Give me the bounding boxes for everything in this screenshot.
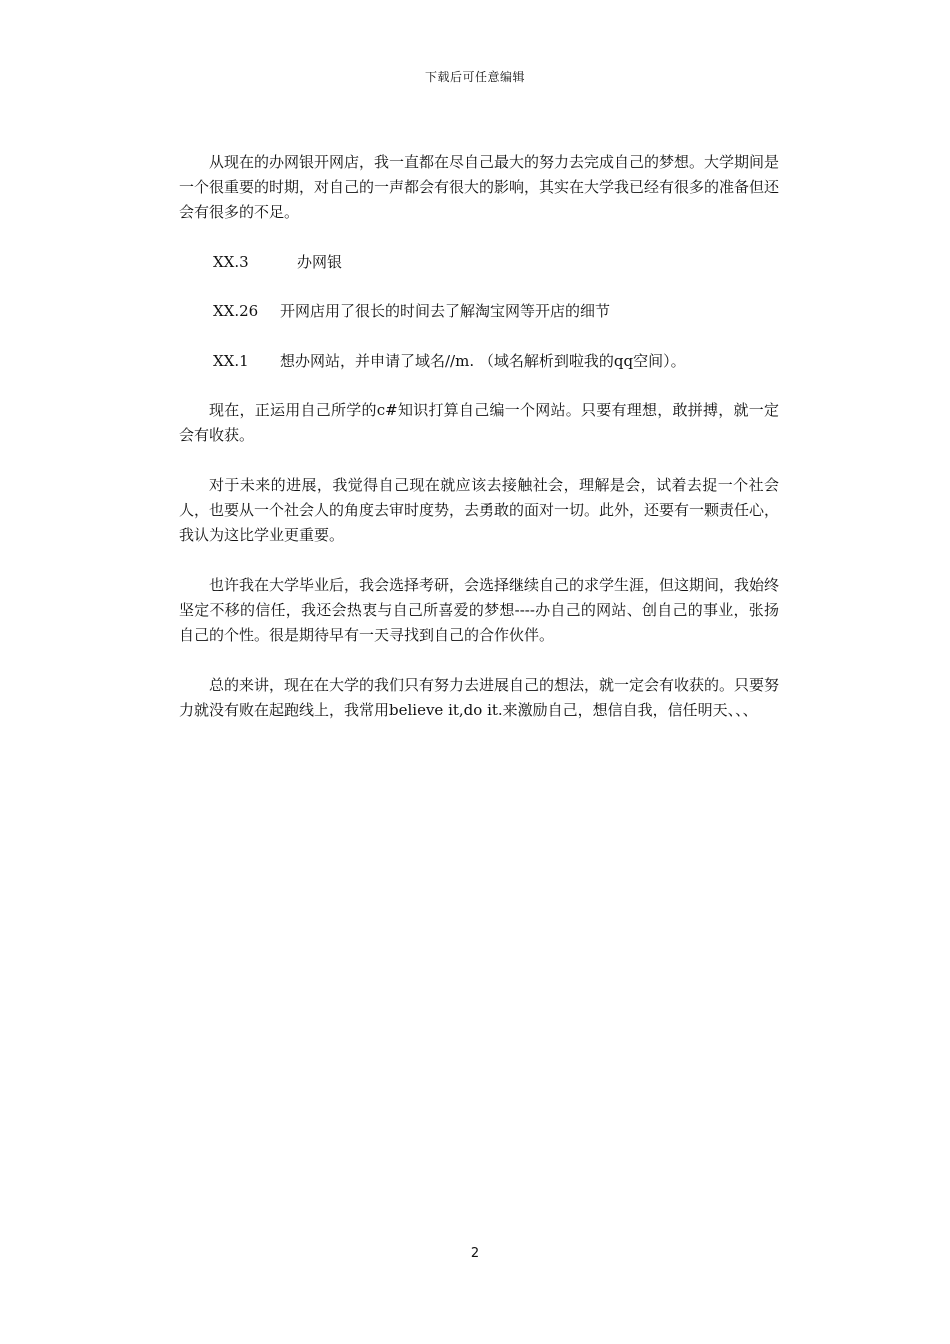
paragraph-conclusion — [179, 673, 779, 723]
paragraph-text: 总的来讲，现在在大学的我们只有努力去进展自己的想法，就一定会有收获的。只要努力就没有败在起跑线上，我常用believe it,do it.来激励自己，想信自我，信任明天、、、 — [179, 676, 780, 719]
paragraph-current — [179, 398, 779, 448]
timeline-text: 开网店用了很长的时间去了解淘宝网等开店的细节 — [280, 302, 611, 320]
timeline-entry — [179, 299, 779, 324]
timeline-date: XX.1 — [213, 352, 249, 370]
paragraph-text: 现在，正运用自己所学的c#知识打算自己编一个网站。只要有理想，敢拼搏，就一定会有收获。 — [179, 401, 779, 444]
timeline-entry — [179, 250, 779, 275]
timeline-text: 想办网站，并申请了域名//m. （域名解析到啦我的qq空间）。 — [280, 352, 686, 370]
paragraph-intro — [179, 150, 779, 225]
paragraph-text: 对于未来的进展，我觉得自己现在就应该去接触社会，理解是会，试着去捉一个社会人，也要从一个社会人的角度去审时度势，去勇敢的面对一切。此外，还要有一颗责任心，我认为这比学业更重要。 — [179, 476, 780, 544]
timeline-date: XX.26 — [213, 302, 259, 320]
paragraph-after-graduation — [179, 573, 779, 648]
paragraph-text: 从现在的办网银开网店，我一直都在尽自己最大的努力去完成自己的梦想。大学期间是一个很重要的时期，对自己的一声都会有很大的影响，其实在大学我已经有很多的准备但还会有很多的不足。 — [179, 153, 780, 221]
page-number: 2 — [470, 1246, 480, 1261]
paragraph-text: 也许我在大学毕业后，我会选择考研，会选择继续自己的求学生涯，但这期间，我始终坚定不移的信任，我还会热衷与自己所喜爱的梦想----办自己的网站、创自己的事业，张扬自己的个性。很是期待早有一天寻找到自己的合作伙伴。 — [179, 576, 780, 644]
timeline-date: XX.3 — [213, 253, 249, 271]
timeline-entry — [179, 349, 779, 374]
page-header: 下载后可任意编辑 — [424, 70, 525, 84]
paragraph-future — [179, 473, 779, 548]
timeline-text: 办网银 — [297, 253, 343, 271]
